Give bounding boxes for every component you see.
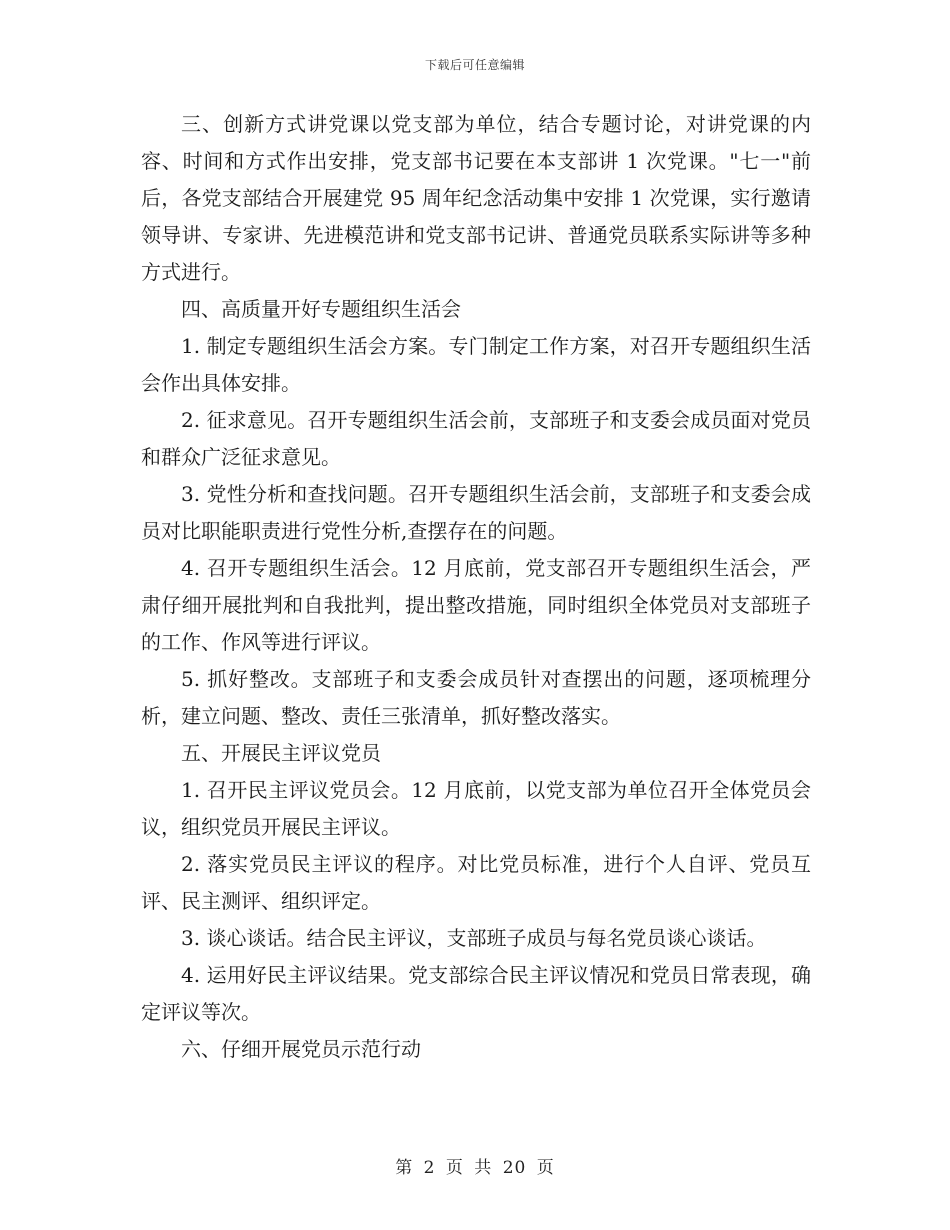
header-note: 下载后可任意编辑 xyxy=(424,58,525,72)
paragraph-4-5: 5. 抓好整改。支部班子和支委会成员针对查摆出的问题，逐项梳理分析，建立问题、整改、责任三张清单，抓好整改落实。 xyxy=(141,667,811,728)
page-number-footer: 第 2 页 共 20 页 xyxy=(395,1158,555,1178)
paragraph-5-2: 2. 落实党员民主评议的程序。对比党员标准，进行个人自评、党员互评、民主测评、组织评定。 xyxy=(141,852,811,913)
paragraph-4-1: 1. 制定专题组织生活会方案。专门制定工作方案，对召开专题组织生活会作出具体安排。 xyxy=(141,334,811,395)
paragraph-4-4: 4. 召开专题组织生活会。12 月底前，党支部召开专题组织生活会，严肃仔细开展批判和自我批判，提出整改措施，同时组织全体党员对支部班子的工作、作风等进行评议。 xyxy=(141,556,811,654)
paragraph-5-1: 1. 召开民主评议党员会。12 月底前，以党支部为单位召开全体党员会议，组织党员开展民主评议。 xyxy=(141,778,811,839)
heading-section-4: 四、高质量开好专题组织生活会 xyxy=(181,297,461,321)
document-body xyxy=(141,106,811,1068)
paragraph-section-3: 三、创新方式讲党课以党支部为单位，结合专题讨论，对讲党课的内容、时间和方式作出安排，党支部书记要在本支部讲 1 次党课。"七一"前后，各党支部结合开展建党 95 周年纪念活动集中安排 1 次党课，实行邀请领导讲、专家讲、先进模范讲和党支部书记讲、普通党员联系实际讲等多种方式进行。 xyxy=(141,112,811,284)
paragraph-4-2: 2. 征求意见。召开专题组织生活会前，支部班子和支委会成员面对党员和群众广泛征求意见。 xyxy=(141,408,811,469)
paragraph-4-3: 3. 党性分析和查找问题。召开专题组织生活会前，支部班子和支委会成员对比职能职责进行党性分析,查摆存在的问题。 xyxy=(141,482,811,543)
paragraph-5-3: 3. 谈心谈话。结合民主评议，支部班子成员与每名党员谈心谈话。 xyxy=(181,926,767,950)
paragraph-5-4: 4. 运用好民主评议结果。党支部综合民主评议情况和党员日常表现，确定评议等次。 xyxy=(141,963,811,1024)
heading-section-5: 五、开展民主评议党员 xyxy=(181,741,381,765)
heading-section-6: 六、仔细开展党员示范行动 xyxy=(181,1037,421,1061)
